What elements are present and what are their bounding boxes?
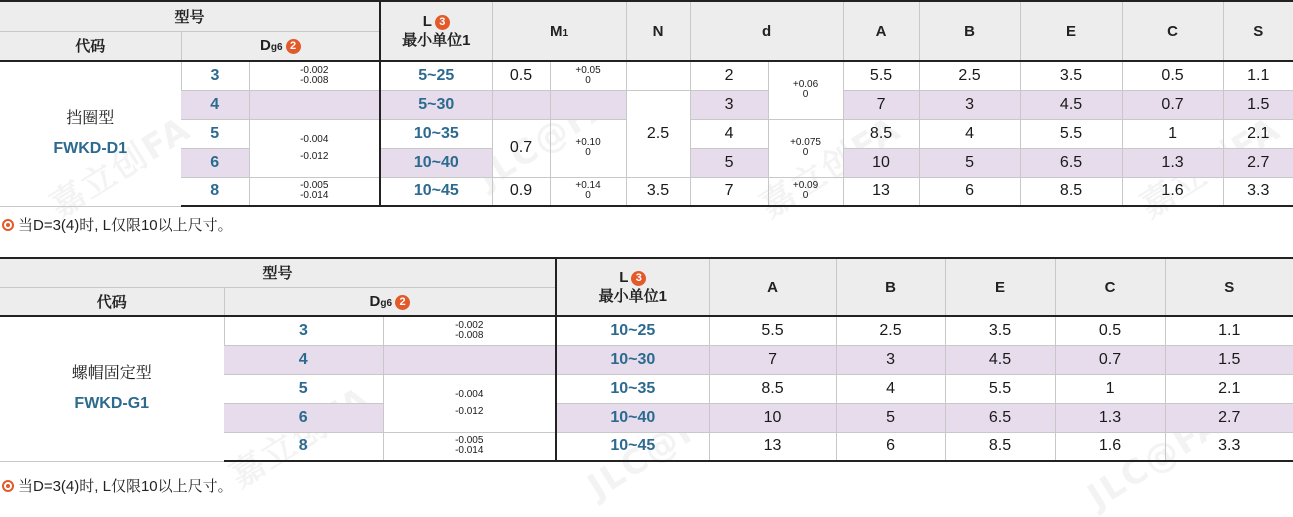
s-value: 2.1 <box>1223 119 1293 148</box>
spec-table-d1 <box>0 0 1293 207</box>
header-code: 代码 <box>0 31 181 61</box>
l-range: 10~45 <box>556 432 709 461</box>
header-e: E <box>945 258 1055 316</box>
n-value <box>626 61 690 90</box>
header-c: C <box>1055 258 1165 316</box>
l-range: 10~40 <box>380 148 492 177</box>
b-value: 5 <box>836 403 945 432</box>
a-value: 10 <box>843 148 919 177</box>
c-value: 1.6 <box>1055 432 1165 461</box>
dd-tolerance: +0.06 0 <box>768 61 843 119</box>
d-tolerance: -0.002 -0.008 <box>383 316 556 345</box>
header-e: E <box>1020 1 1122 61</box>
m1-tolerance: +0.14 0 <box>550 177 626 206</box>
dd-value: 7 <box>690 177 768 206</box>
d-tolerance <box>383 345 556 374</box>
d-tolerance <box>249 90 380 119</box>
note-badge-2: 2 <box>286 39 301 54</box>
dd-value: 3 <box>690 90 768 119</box>
footnote-text: 当D=3(4)时, L仅限10以上尺寸。 <box>18 217 233 234</box>
table-row <box>0 177 1293 206</box>
m1-tolerance: +0.10 0 <box>550 119 626 177</box>
m1-value: 0.5 <box>492 61 550 90</box>
l-range: 5~25 <box>380 61 492 90</box>
c-value: 0.5 <box>1122 61 1223 90</box>
type-cell <box>0 316 224 461</box>
d-value: 8 <box>224 432 383 461</box>
s-value: 2.1 <box>1165 374 1293 403</box>
header-dg6: Dg6 2 <box>224 287 556 316</box>
a-value: 13 <box>843 177 919 206</box>
n-value: 2.5 <box>626 90 690 177</box>
table-row <box>0 90 1293 119</box>
l-range: 5~30 <box>380 90 492 119</box>
footnote <box>2 475 233 496</box>
d-value: 3 <box>181 61 249 90</box>
m1-value <box>492 90 550 119</box>
m1-tolerance: +0.05 0 <box>550 61 626 90</box>
b-value: 4 <box>836 374 945 403</box>
header-b: B <box>919 1 1020 61</box>
e-value: 3.5 <box>1020 61 1122 90</box>
c-value: 1 <box>1122 119 1223 148</box>
c-value: 0.7 <box>1122 90 1223 119</box>
header-l: L 3 最小单位1 <box>380 1 492 61</box>
m1-tolerance <box>550 90 626 119</box>
type-cell <box>0 61 181 206</box>
header-a: A <box>709 258 836 316</box>
l-range: 10~45 <box>380 177 492 206</box>
a-value: 8.5 <box>709 374 836 403</box>
table-row <box>0 316 1293 345</box>
d-value: 5 <box>181 119 249 148</box>
a-value: 8.5 <box>843 119 919 148</box>
table-row <box>0 61 1293 90</box>
s-value: 1.5 <box>1165 345 1293 374</box>
d-tolerance: -0.004 -0.012 <box>249 119 380 177</box>
s-value: 2.7 <box>1223 148 1293 177</box>
spec-table-g1 <box>0 257 1293 462</box>
c-value: 1.3 <box>1122 148 1223 177</box>
c-value: 1.3 <box>1055 403 1165 432</box>
e-value: 5.5 <box>945 374 1055 403</box>
header-b: B <box>836 258 945 316</box>
d-tolerance: -0.002 -0.008 <box>249 61 380 90</box>
header-dg6: Dg6 2 <box>181 31 380 61</box>
e-value: 6.5 <box>1020 148 1122 177</box>
dd-tolerance: +0.075 0 <box>768 119 843 177</box>
s-value: 2.7 <box>1165 403 1293 432</box>
header-code: 代码 <box>0 287 224 316</box>
type-code: FWKD-G1 <box>74 394 150 412</box>
c-value: 0.7 <box>1055 345 1165 374</box>
note-badge-3: 3 <box>435 15 450 30</box>
s-value: 3.3 <box>1165 432 1293 461</box>
b-value: 6 <box>836 432 945 461</box>
header-d: d <box>690 1 843 61</box>
d-tolerance: -0.005 -0.014 <box>249 177 380 206</box>
d-value: 4 <box>181 90 249 119</box>
l-range: 10~35 <box>556 374 709 403</box>
b-value: 2.5 <box>836 316 945 345</box>
header-n: N <box>626 1 690 61</box>
d-value: 6 <box>224 403 383 432</box>
b-value: 4 <box>919 119 1020 148</box>
l-range: 10~40 <box>556 403 709 432</box>
header-s: S <box>1223 1 1293 61</box>
m1-value: 0.7 <box>492 119 550 177</box>
s-value: 1.1 <box>1223 61 1293 90</box>
c-value: 1.6 <box>1122 177 1223 206</box>
e-value: 8.5 <box>945 432 1055 461</box>
header-l: L 3 最小单位1 <box>556 258 709 316</box>
b-value: 6 <box>919 177 1020 206</box>
b-value: 3 <box>836 345 945 374</box>
a-value: 5.5 <box>709 316 836 345</box>
footnote <box>2 214 233 235</box>
a-value: 5.5 <box>843 61 919 90</box>
c-value: 1 <box>1055 374 1165 403</box>
bullet-icon <box>2 480 14 492</box>
dd-tolerance: +0.09 0 <box>768 177 843 206</box>
s-value: 3.3 <box>1223 177 1293 206</box>
dd-value: 5 <box>690 148 768 177</box>
e-value: 3.5 <box>945 316 1055 345</box>
note-badge-3: 3 <box>631 271 646 286</box>
dd-value: 2 <box>690 61 768 90</box>
n-value: 3.5 <box>626 177 690 206</box>
header-model: 型号 <box>0 258 556 287</box>
l-range: 10~25 <box>556 316 709 345</box>
c-value: 0.5 <box>1055 316 1165 345</box>
e-value: 4.5 <box>945 345 1055 374</box>
e-value: 5.5 <box>1020 119 1122 148</box>
e-value: 6.5 <box>945 403 1055 432</box>
header-m1: M1 <box>492 1 626 61</box>
d-value: 8 <box>181 177 249 206</box>
d-value: 6 <box>181 148 249 177</box>
l-range: 10~35 <box>380 119 492 148</box>
s-value: 1.5 <box>1223 90 1293 119</box>
d-value: 4 <box>224 345 383 374</box>
dd-value: 4 <box>690 119 768 148</box>
d-tolerance: -0.004 -0.012 <box>383 374 556 432</box>
b-value: 3 <box>919 90 1020 119</box>
type-name: 螺帽固定型 <box>71 364 152 382</box>
d-value: 5 <box>224 374 383 403</box>
d-value: 3 <box>224 316 383 345</box>
header-c: C <box>1122 1 1223 61</box>
e-value: 4.5 <box>1020 90 1122 119</box>
a-value: 10 <box>709 403 836 432</box>
l-range: 10~30 <box>556 345 709 374</box>
header-a: A <box>843 1 919 61</box>
s-value: 1.1 <box>1165 316 1293 345</box>
a-value: 7 <box>709 345 836 374</box>
a-value: 7 <box>843 90 919 119</box>
b-value: 5 <box>919 148 1020 177</box>
type-name: 挡圈型 <box>66 109 115 127</box>
type-code: FWKD-D1 <box>53 139 128 157</box>
a-value: 13 <box>709 432 836 461</box>
e-value: 8.5 <box>1020 177 1122 206</box>
m1-value: 0.9 <box>492 177 550 206</box>
header-model: 型号 <box>0 1 380 31</box>
bullet-icon <box>2 219 14 231</box>
b-value: 2.5 <box>919 61 1020 90</box>
d-tolerance: -0.005 -0.014 <box>383 432 556 461</box>
note-badge-2: 2 <box>395 295 410 310</box>
header-s: S <box>1165 258 1293 316</box>
footnote-text: 当D=3(4)时, L仅限10以上尺寸。 <box>18 478 233 495</box>
